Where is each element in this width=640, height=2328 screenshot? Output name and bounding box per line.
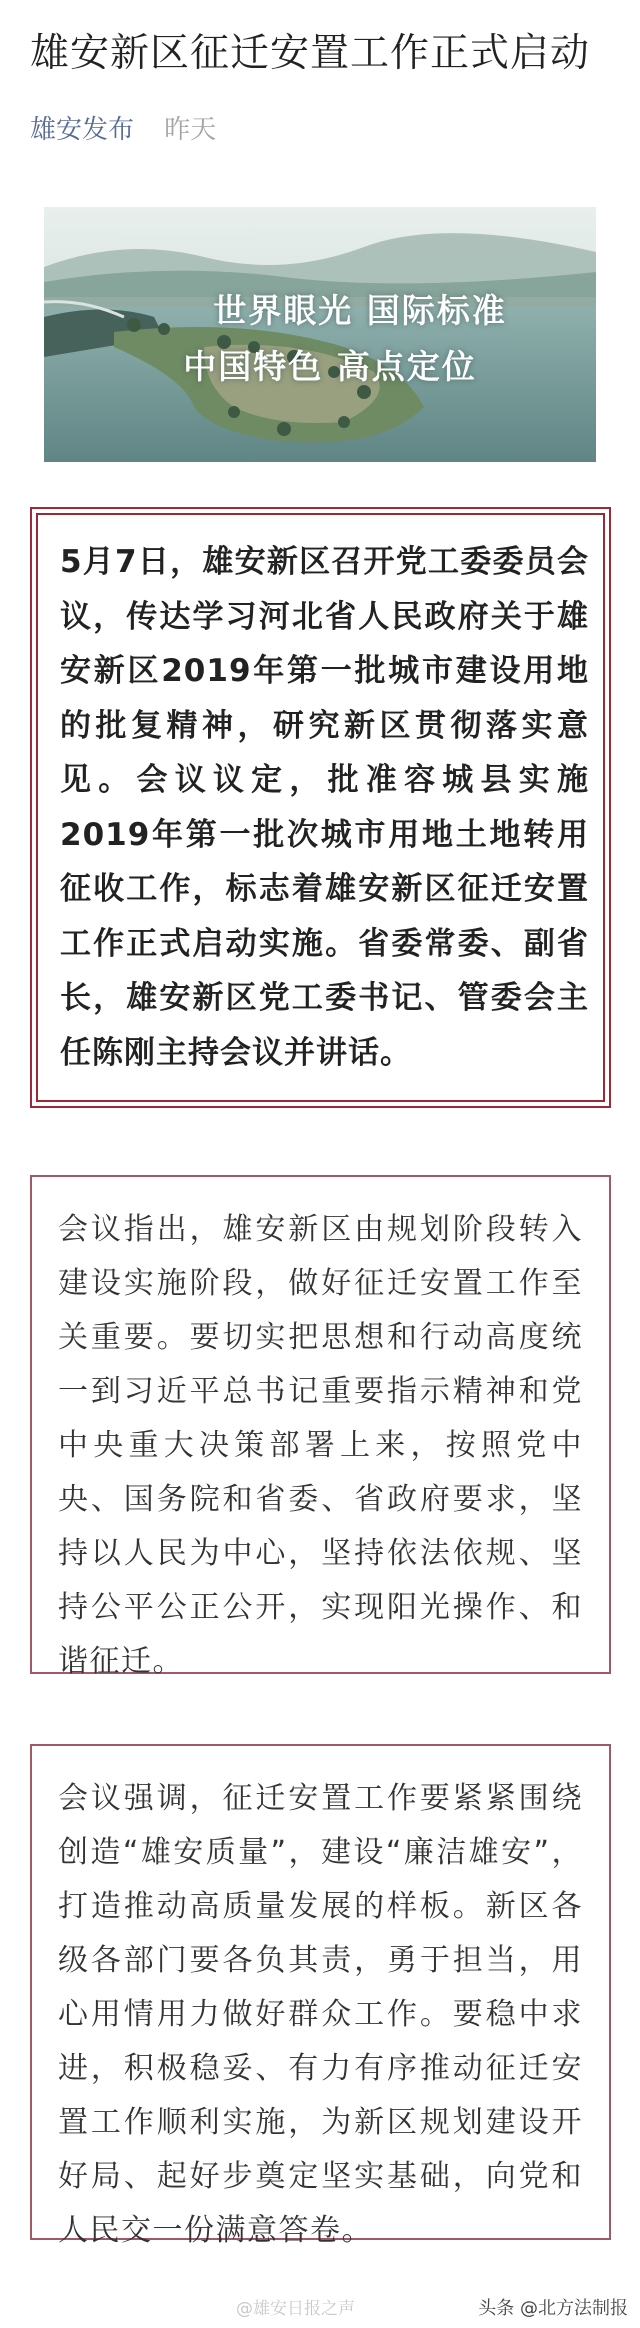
article-meta bbox=[30, 112, 216, 148]
highlight-box-inner bbox=[36, 513, 605, 1102]
banner-slogan-line2: 中国特色 高点定位 bbox=[183, 347, 477, 386]
publish-time: 昨天 bbox=[164, 115, 217, 145]
banner-image bbox=[44, 207, 596, 462]
account-name-link[interactable]: 雄安发布 bbox=[30, 115, 135, 145]
content-box-3 bbox=[30, 1744, 611, 2248]
highlight-box bbox=[30, 507, 611, 1108]
article-title: 雄安新区征迁安置工作正式启动 bbox=[30, 31, 591, 76]
landscape-illustration bbox=[44, 207, 596, 462]
paragraph-3: 会议强调，征迁安置工作要紧紧围绕创造“雄安质量”，建设“廉洁雄安”，打造推动高质量发展的样板。新区各级各部门要各负其责，勇于担当，用心用情用力做好群众工作。要稳中求进，积极稳妥、有力有序推动征迁安置工作顺利实施，为新区规划建设开好局、起好步奠定坚实基础，向党和人民交一份满意答卷。 bbox=[58, 1781, 583, 2248]
watermark-right: 头条 @北方法制报 bbox=[478, 2298, 628, 2319]
banner-slogan-line1: 世界眼光 国际标准 bbox=[213, 291, 507, 330]
paragraph-1: 5月7日，雄安新区召开党工委委员会议，传达学习河北省人民政府关于雄安新区2019年第一批城市建设用地的批复精神，研究新区贯彻落实意见。会议议定，批准容城县实施2019年第一批次城市用地土地转用征收工作，标志着雄安新区征迁安置工作正式启动实施。省委常委、副省长，雄安新区党工委书记、管委会主任陈刚主持会议并讲话。 bbox=[60, 544, 589, 1071]
paragraph-2: 会议指出，雄安新区由规划阶段转入建设实施阶段，做好征迁安置工作至关重要。要切实把思想和行动高度统一到习近平总书记重要指示精神和党中央重大决策部署上来，按照党中央、国务院和省委、省政府要求，坚持以人民为中心，坚持依法依规、坚持公平公正公开，实现阳光操作、和谐征迁。 bbox=[58, 1212, 583, 1679]
content-box-2 bbox=[30, 1175, 611, 1679]
watermark-left: @雄安日报之声 bbox=[236, 2299, 355, 2319]
footer-watermarks bbox=[0, 2290, 640, 2328]
